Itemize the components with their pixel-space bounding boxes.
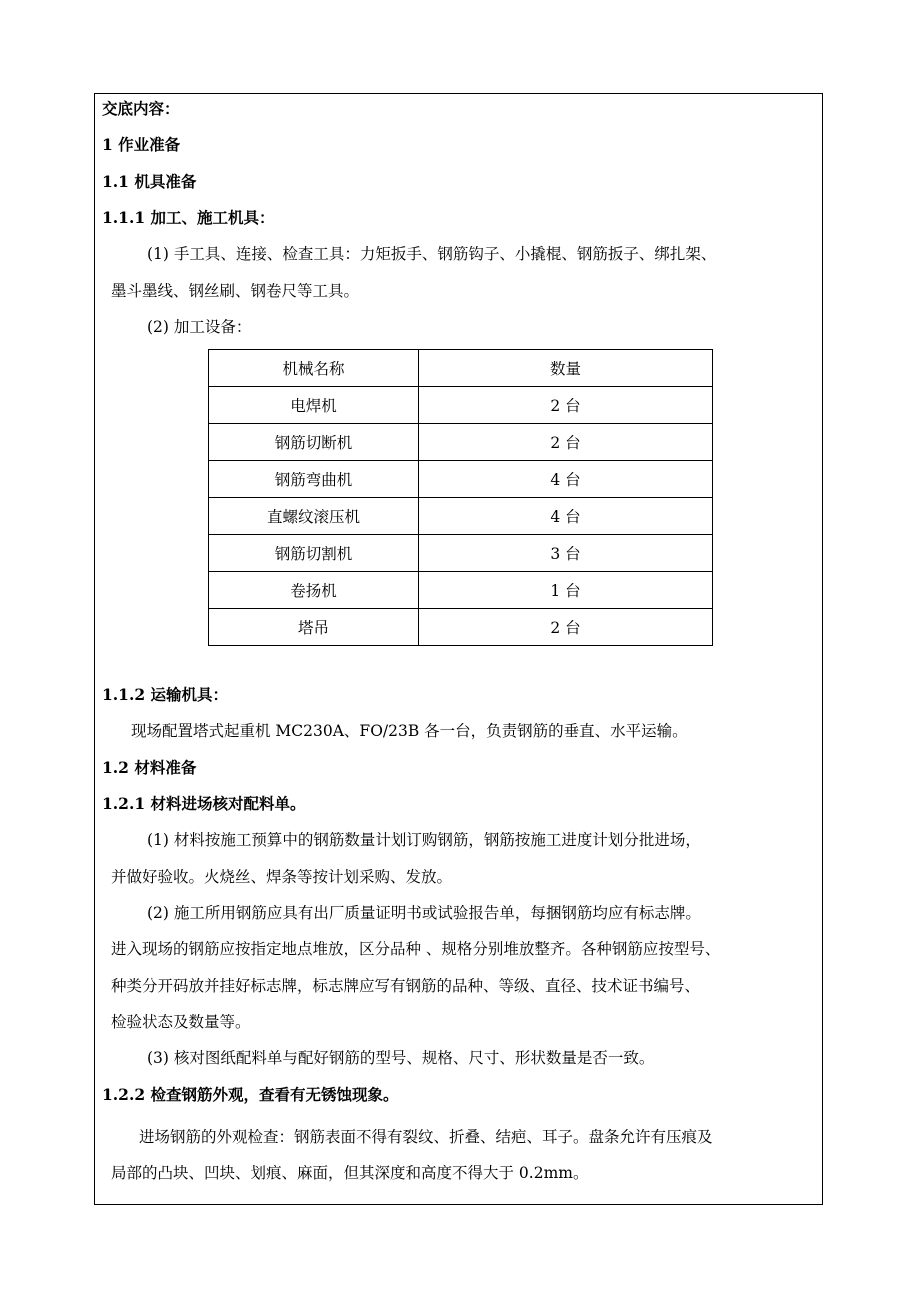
section-1-2-2-heading: 1.2.2 检查钢筋外观，查看有无锈蚀现象。	[102, 1085, 399, 1104]
material-item-1-line-1: (1) 材料按施工预算中的钢筋数量计划订购钢筋，钢筋按施工进度计划分批进场，	[147, 831, 701, 849]
inspection-paragraph-line-1: 进场钢筋的外观检查：钢筋表面不得有裂纹、折叠、结疤、耳子。盘条允许有压痕及	[139, 1128, 713, 1146]
table-cell: 电焊机	[209, 387, 419, 424]
material-item-2-line-4: 检验状态及数量等。	[111, 1013, 251, 1031]
intro-heading: 交底内容：	[102, 99, 180, 118]
inspection-paragraph-line-2: 局部的凸块、凹块、划痕、麻面，但其深度和高度不得大于 0.2mm。	[111, 1164, 589, 1182]
table-cell: 塔吊	[209, 609, 419, 646]
table-cell: 卷扬机	[209, 572, 419, 609]
table-row	[209, 498, 713, 535]
material-item-2-line-3: 种类分开码放并挂好标志牌，标志牌应写有钢筋的品种、等级、直径、技术证书编号、	[111, 977, 701, 995]
material-item-1-line-2: 并做好验收。火烧丝、焊条等按计划采购、发放。	[111, 868, 453, 886]
equipment-label: (2) 加工设备：	[147, 318, 252, 336]
table-cell: 4 台	[419, 461, 713, 498]
table-header-cell: 数量	[419, 350, 713, 387]
table-row	[209, 387, 713, 424]
table-row	[209, 572, 713, 609]
table-cell: 钢筋切断机	[209, 424, 419, 461]
tools-paragraph-line-1: (1) 手工具、连接、检查工具：力矩扳手、钢筋钩子、小撬棍、钢筋扳子、绑扎架、	[147, 245, 717, 263]
table-cell: 直螺纹滚压机	[209, 498, 419, 535]
equipment-table	[208, 349, 713, 646]
material-item-2-line-2: 进入现场的钢筋应按指定地点堆放，区分品种 、规格分别堆放整齐。各种钢筋应按型号、	[111, 940, 721, 958]
table-header-cell: 机械名称	[209, 350, 419, 387]
section-1-1-2-heading: 1.1.2 运输机具：	[102, 685, 229, 704]
table-cell: 1 台	[419, 572, 713, 609]
table-header-row	[209, 350, 713, 387]
tools-paragraph-line-2: 墨斗墨线、钢丝刷、钢卷尺等工具。	[111, 282, 360, 300]
section-1-1-1-heading: 1.1.1 加工、施工机具：	[102, 208, 275, 227]
table-row	[209, 461, 713, 498]
table-row	[209, 535, 713, 572]
table-cell: 2 台	[419, 609, 713, 646]
material-item-2-line-1: (2) 施工所用钢筋应具有出厂质量证明书或试验报告单，每捆钢筋均应有标志牌。	[147, 904, 701, 922]
table-row	[209, 424, 713, 461]
table-row	[209, 609, 713, 646]
section-1-heading: 1 作业准备	[102, 135, 181, 154]
material-item-3: (3) 核对图纸配料单与配好钢筋的型号、规格、尺寸、形状数量是否一致。	[147, 1049, 655, 1067]
document-frame	[94, 93, 823, 1205]
table-cell: 钢筋切割机	[209, 535, 419, 572]
section-1-1-heading: 1.1 机具准备	[102, 172, 197, 191]
table-cell: 4 台	[419, 498, 713, 535]
table-cell: 3 台	[419, 535, 713, 572]
table-cell: 钢筋弯曲机	[209, 461, 419, 498]
transport-paragraph: 现场配置塔式起重机 MC230A、FO/23B 各一台，负责钢筋的垂直、水平运输。	[131, 722, 688, 740]
table-cell: 2 台	[419, 387, 713, 424]
section-1-2-1-heading: 1.2.1 材料进场核对配料单。	[102, 794, 306, 813]
table-cell: 2 台	[419, 424, 713, 461]
section-1-2-heading: 1.2 材料准备	[102, 758, 197, 777]
